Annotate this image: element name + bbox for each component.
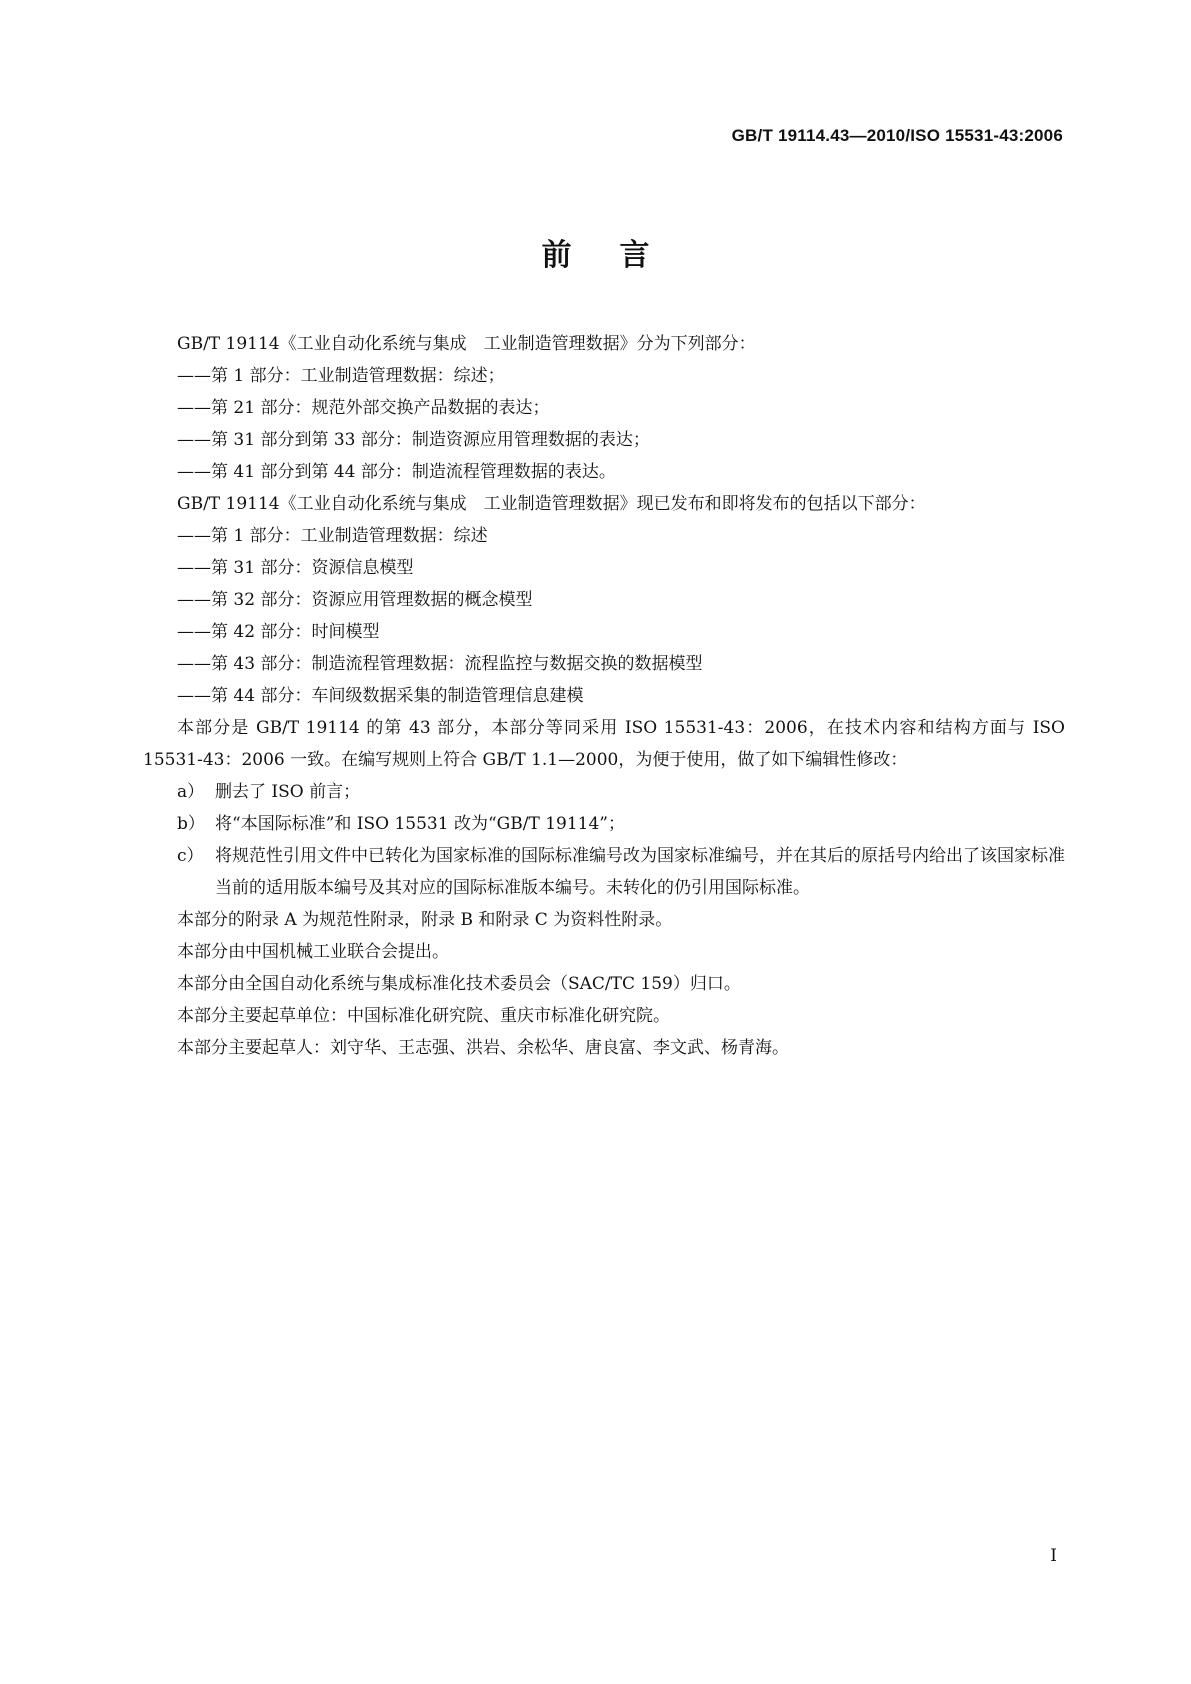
list-item: ——第 43 部分：制造流程管理数据：流程监控与数据交换的数据模型 [177,654,703,674]
list-item: ——第 1 部分：工业制造管理数据：综述； [177,366,505,386]
list-item: ——第 1 部分：工业制造管理数据：综述 [177,526,488,546]
equivalence-paragraph: 本部分是 GB/T 19114 的第 43 部分，本部分等同采用 ISO 15531-43：2006，在技术内容和结构方面与 ISO 15531-43：2006 一致。在编写规则上符合 GB/T 1.1—2000，为便于使用，做了如下编辑性修改： [143,718,1065,770]
closing-paragraph-drafting-units: 本部分主要起草单位：中国标准化研究院、重庆市标准化研究院。 [177,1006,670,1026]
edit-item-text: 将“本国际标准”和 ISO 15531 改为“GB/T 19114”； [215,814,625,834]
standard-code-header: GB/T 19114.43—2010/ISO 15531-43:2006 [731,126,1063,145]
intro-paragraph-1: GB/T 19114《工业自动化系统与集成 工业制造管理数据》分为下列部分： [177,334,756,354]
list-item: ——第 21 部分：规范外部交换产品数据的表达； [177,398,550,418]
edit-item-mark: a） [177,782,205,802]
list-item: ——第 44 部分：车间级数据采集的制造管理信息建模 [177,686,584,706]
closing-paragraph-annex: 本部分的附录 A 为规范性附录，附录 B 和附录 C 为资料性附录。 [177,910,673,930]
foreword-body [143,328,1065,1064]
edit-item-mark: c） [177,846,204,866]
edit-item-mark: b） [177,814,205,834]
list-item: ——第 41 部分到第 44 部分：制造流程管理数据的表达。 [177,462,616,482]
intro-paragraph-2: GB/T 19114《工业自动化系统与集成 工业制造管理数据》现已发布和即将发布的包括以下部分： [177,494,926,514]
closing-paragraph-proposer: 本部分由中国机械工业联合会提出。 [177,942,449,962]
edit-item-a [143,776,1065,808]
edit-item-c [143,840,1065,904]
page-title: 前言 [541,238,698,273]
closing-paragraph-committee: 本部分由全国自动化系统与集成标准化技术委员会（SAC/TC 159）归口。 [177,974,741,994]
page-number: I [1050,1546,1057,1566]
edit-item-text: 删去了 ISO 前言； [215,782,361,802]
edit-item-text: 将规范性引用文件中已转化为国家标准的国际标准编号改为国家标准编号，并在其后的原括号内给出了该国家标准当前的适用版本编号及其对应的国际标准版本编号。未转化的仍引用国际标准。 [215,846,1065,898]
edit-item-b [143,808,1065,840]
list-item: ——第 32 部分：资源应用管理数据的概念模型 [177,590,533,610]
list-item: ——第 42 部分：时间模型 [177,622,380,642]
list-item: ——第 31 部分到第 33 部分：制造资源应用管理数据的表达； [177,430,650,450]
list-item: ——第 31 部分：资源信息模型 [177,558,414,578]
closing-paragraph-drafters: 本部分主要起草人：刘守华、王志强、洪岩、余松华、唐良富、李文武、杨青海。 [177,1038,789,1058]
